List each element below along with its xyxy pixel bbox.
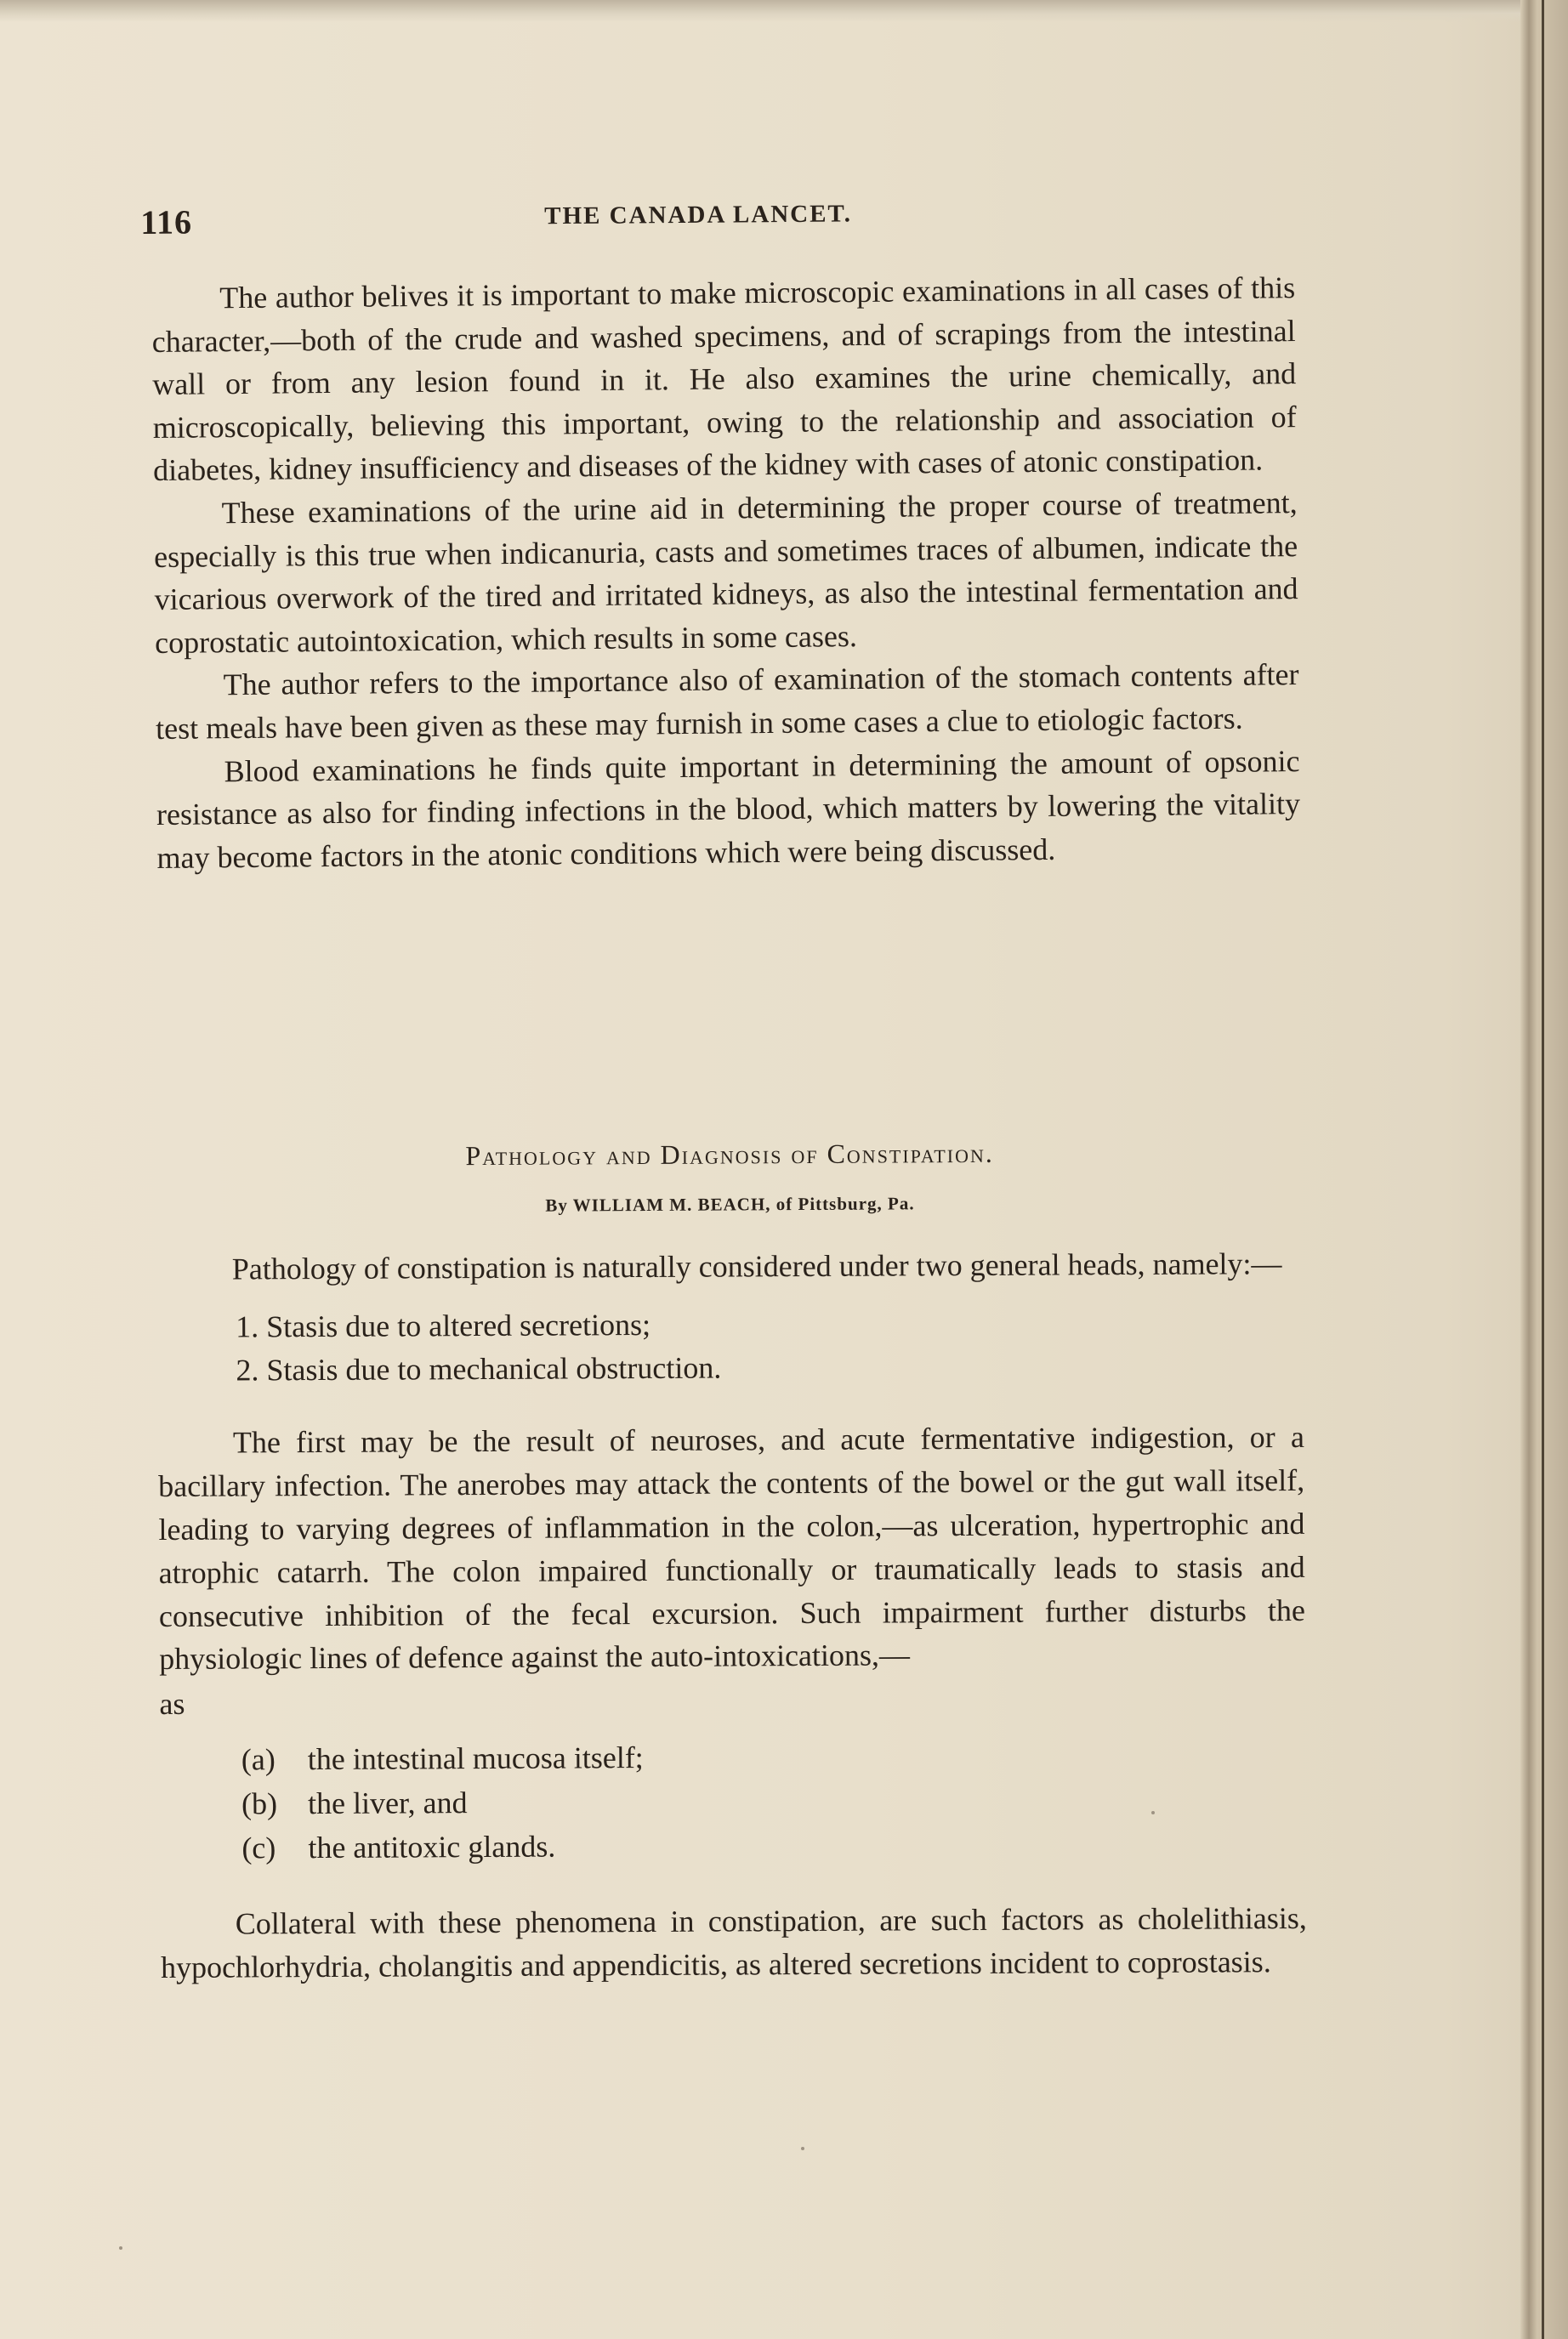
- list-item-text: the intestinal mucosa itself;: [307, 1740, 644, 1777]
- article-title: Pathology and Diagnosis of Constipation.: [465, 1137, 994, 1172]
- list-item: [157, 1343, 1304, 1393]
- binding-line: [1542, 0, 1544, 2339]
- article: [156, 1130, 1307, 1990]
- list-item: [160, 1820, 1306, 1871]
- paper-speck: [801, 2147, 804, 2150]
- list-marker: 1.: [236, 1309, 259, 1344]
- list-item: [157, 1300, 1304, 1349]
- paragraph-first-cause-tail: as: [159, 1687, 185, 1722]
- defence-list: [160, 1732, 1307, 1871]
- running-head: THE CANADA LANCET.: [544, 200, 853, 230]
- paragraph-first-cause: The first may be the result of neuroses, and acute fermentative indigestion, or a bacillary infection. The anerobes may attack the contents of the bowel or the gut wall itself, leading to varying degrees of inflammation in the colon,—as ulceration, hypertrophic and atrophic catarrh. The colon impaired functionally or traumatically leads to stasis and consecutive inhibition of the fecal excursion. Such impairment further disturbs the physiologic lines of defence against the auto-intoxications,—: [158, 1420, 1306, 1677]
- paragraph-urine: These examinations of the urine aid in determining the proper course of treatment, especially is this true when indicanuria, casts and sometimes traces of albumen, indicate the vicarious overwork of the tired and irritated kidneys, as also the intestinal fermentation and coprostatic autointoxication, which results in some cases.: [153, 485, 1298, 660]
- list-marker: (a): [241, 1742, 276, 1777]
- top-edge-shadow: [0, 0, 1568, 22]
- page-header: [136, 190, 1275, 243]
- list-marker: 2.: [236, 1353, 259, 1388]
- list-marker: (b): [241, 1786, 278, 1821]
- paragraph-collateral: Collateral with these phenomena in constipation, are such factors as cholelithiasis, hypochlorhydria, cholangitis and appendicitis, as altered secretions incident to coprostasis.: [161, 1900, 1307, 1984]
- paper-speck: [119, 2246, 122, 2250]
- list-item-text: the liver, and: [308, 1785, 468, 1821]
- list-item-text: Stasis due to mechanical obstruction.: [266, 1350, 722, 1388]
- page-edge: [1520, 0, 1568, 2339]
- paragraph-blood: Blood examinations he finds quite important in determining the amount of opsonic resistance as also for finding infections in the blood, which matters by lowering the vitality may become factors in the atonic conditions which were being discussed.: [156, 743, 1301, 875]
- paragraph-pathology: Pathology of constipation is naturally considered under two general heads, namely:—: [231, 1246, 1282, 1286]
- page-number: 116: [140, 202, 193, 241]
- list-item-text: Stasis due to altered secretions;: [266, 1308, 651, 1344]
- paragraph-microscopic: The author belives it is important to make microscopic examinations in all cases of this character,—both of the crude and washed specimens, and of scrapings from the intestinal wall or from any lesion found in it. He also examines the urine chemically, and microscopically, believing this important, owing to the relationship and association of diabetes, kidney insufficiency and diseases of the kidney with cases of atonic constipation.: [151, 270, 1297, 488]
- paper-speck: [1151, 1811, 1155, 1814]
- paragraph-stomach: The author refers to the importance also of examination of the stomach contents after test meals have been given as these may furnish in some cases a clue to etiologic factors.: [155, 657, 1299, 746]
- list-marker: (c): [241, 1831, 276, 1865]
- list-item: [160, 1732, 1306, 1782]
- continued-text: [151, 266, 1301, 879]
- list-item: [160, 1776, 1306, 1826]
- article-byline: By WILLIAM M. BEACH, of Pittsburg, Pa.: [545, 1193, 915, 1216]
- stasis-list: [157, 1300, 1304, 1393]
- list-item-text: the antitoxic glands.: [308, 1829, 556, 1865]
